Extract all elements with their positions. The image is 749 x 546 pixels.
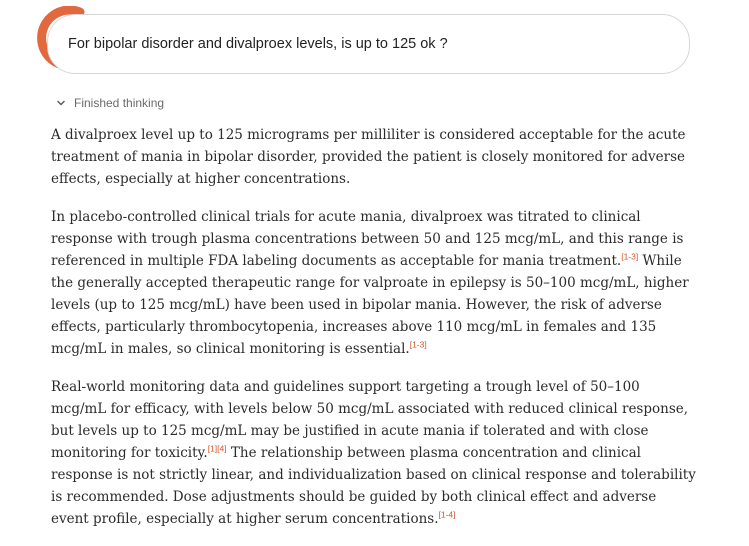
finished-thinking-label: Finished thinking	[74, 96, 165, 110]
answer-paragraph-2	[51, 206, 696, 360]
query-bubble[interactable]	[47, 14, 690, 74]
answer-paragraph-3	[51, 376, 696, 530]
query-text: For bipolar disorder and divalproex levels, is up to 125 ok ?	[68, 36, 448, 52]
answer-text: The relationship between plasma concentration and clinical response is not strictly linear, and individualization based on clinical response and tolerability is recommended. Dose adjustments should be guided by both clinical effect and adverse event profile, especially at higher serum concentrations.	[51, 445, 696, 527]
citation-link[interactable]: [1-3]	[409, 339, 427, 350]
answer-text: While the generally accepted therapeutic range for valproate in epilepsy is 50–100 mcg/mL, higher levels (up to 125 mcg/mL) have been used in bipolar mania. However, the risk of adverse effects, particularly thrombocytopenia, increases above 110 mcg/mL in females and 135 mcg/mL in males, so clinical monitoring is essential.	[51, 253, 689, 357]
citation-link[interactable]: [1-3]	[621, 251, 639, 262]
citation-link[interactable]: [1][4]	[207, 443, 227, 454]
answer-body	[51, 124, 696, 546]
chevron-down-icon	[56, 98, 66, 108]
answer-text: Real-world monitoring data and guidelines support targeting a trough level of 50–100 mcg/mL for efficacy, with levels below 50 mcg/mL associated with reduced clinical response, but levels up to 125 mcg/mL may be justified in acute mania if tolerated and with close monitoring for toxicity.	[51, 379, 689, 461]
finished-thinking-toggle[interactable]	[56, 96, 164, 110]
answer-paragraph-1: A divalproex level up to 125 micrograms per milliliter is considered acceptable for the acute treatment of mania in bipolar disorder, provided the patient is closely monitored for adverse effects, especially at higher concentrations.	[51, 127, 686, 187]
citation-link[interactable]: [1-4]	[438, 509, 456, 520]
answer-text: In placebo-controlled clinical trials for acute mania, divalproex was titrated to clinical response with trough plasma concentrations between 50 and 125 mcg/mL, and this range is referenced in multiple FDA labeling documents as acceptable for mania treatment.	[51, 209, 684, 269]
